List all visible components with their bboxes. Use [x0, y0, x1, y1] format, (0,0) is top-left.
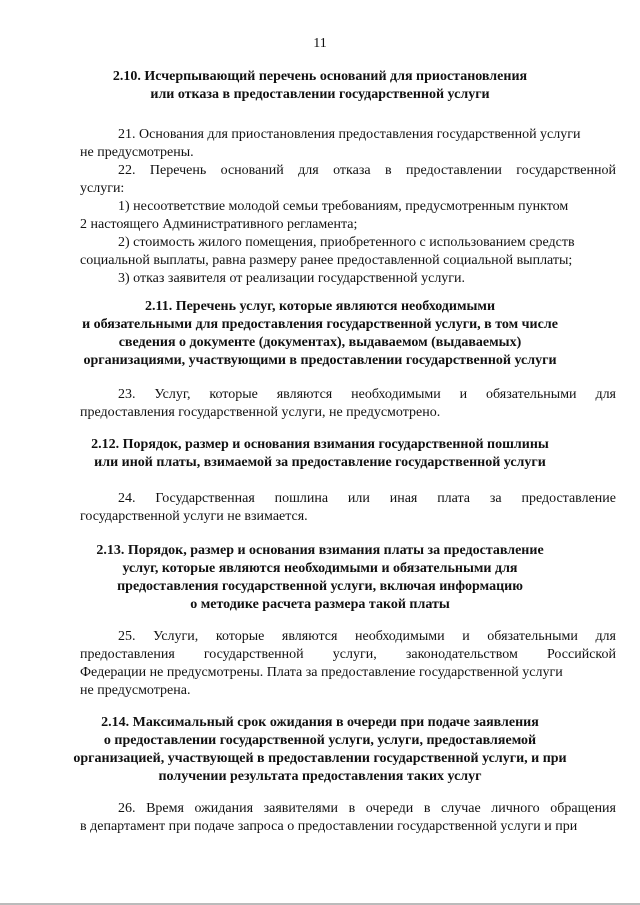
heading-line: и обязательными для предоставления государственной услуги, в том числе	[82, 317, 558, 332]
heading-line: или иной платы, взимаемой за предоставление государственной услуги	[94, 455, 546, 470]
page-number: 11	[313, 36, 327, 51]
paragraph-line: не предусмотрены.	[80, 145, 194, 160]
paragraph-line: 26. Время ожидания заявителями в очереди в случае личного обращения	[118, 801, 616, 816]
paragraph-line: 24. Государственная пошлина или иная плата за предоставление	[118, 491, 616, 506]
paragraph-line: Федерации не предусмотрены. Плата за предоставление государственной услуги	[80, 665, 563, 680]
paragraph-line: услуги:	[80, 181, 125, 196]
section-2-12-heading	[0, 436, 640, 472]
paragraph-line: не предусмотрена.	[80, 683, 191, 698]
heading-line: о методике расчета размера такой платы	[190, 597, 450, 612]
paragraph-line: государственной услуги не взимается.	[80, 509, 308, 524]
heading-line: предоставления государственной услуги, включая информацию	[117, 579, 523, 594]
paragraph-line: 2) стоимость жилого помещения, приобретенного с использованием средств	[118, 235, 575, 250]
paragraph-line: предоставления государственной услуги, не предусмотрено.	[80, 405, 441, 420]
paragraph-line: в департамент при подаче запроса о предоставлении государственной услуги и при	[80, 819, 578, 834]
section-2-14-body	[0, 800, 640, 836]
paragraph-line: 2 настоящего Административного регламента;	[80, 217, 358, 232]
paragraph-line: предоставления государственной услуги, законодательством Российской	[80, 647, 616, 662]
heading-line: о предоставлении государственной услуги, услуги, предоставляемой	[103, 733, 537, 748]
section-2-11-body	[0, 386, 640, 422]
paragraph-line: 1) несоответствие молодой семьи требованиям, предусмотренным пунктом	[118, 199, 569, 214]
heading-line: 2.14. Максимальный срок ожидания в очереди при подаче заявления	[101, 715, 539, 730]
section-2-14-heading	[0, 714, 640, 786]
section-2-10-heading	[0, 68, 640, 104]
heading-line: организацией, участвующей в предоставлении государственной услуги, и при	[73, 751, 567, 766]
section-2-10-body	[0, 126, 640, 288]
paragraph-line: социальной выплаты, равна размеру ранее предоставленной социальной выплаты;	[80, 253, 573, 268]
paragraph-line: 21. Основания для приостановления предоставления государственной услуги	[118, 127, 581, 142]
paragraph-line: 3) отказ заявителя от реализации государственной услуги.	[118, 271, 466, 286]
heading-line: получении результата предоставления таких услуг	[158, 769, 482, 784]
heading-line: 2.10. Исчерпывающий перечень оснований для приостановления	[112, 69, 528, 84]
section-2-13-heading	[0, 542, 640, 614]
heading-line: организациями, участвующими в предоставлении государственной услуги	[83, 353, 557, 368]
heading-line: 2.13. Порядок, размер и основания взимания платы за предоставление	[96, 543, 544, 558]
heading-line: 2.11. Перечень услуг, которые являются необходимыми	[144, 299, 496, 314]
heading-line: 2.12. Порядок, размер и основания взимания государственной пошлины	[91, 437, 549, 452]
paragraph-line: 23. Услуг, которые являются необходимыми и обязательными для	[118, 387, 616, 402]
paragraph-line: 22. Перечень оснований для отказа в предоставлении государственной	[118, 163, 616, 178]
section-2-13-body	[0, 628, 640, 700]
heading-line: или отказа в предоставлении государственной услуги	[150, 87, 490, 102]
paragraph-line: 25. Услуги, которые являются необходимыми и обязательными для	[118, 629, 616, 644]
heading-line: услуг, которые являются необходимыми и обязательными для	[122, 561, 518, 576]
section-2-12-body	[0, 490, 640, 526]
heading-line: сведения о документе (документах), выдаваемом (выдаваемых)	[118, 335, 522, 350]
section-2-11-heading	[0, 298, 640, 370]
